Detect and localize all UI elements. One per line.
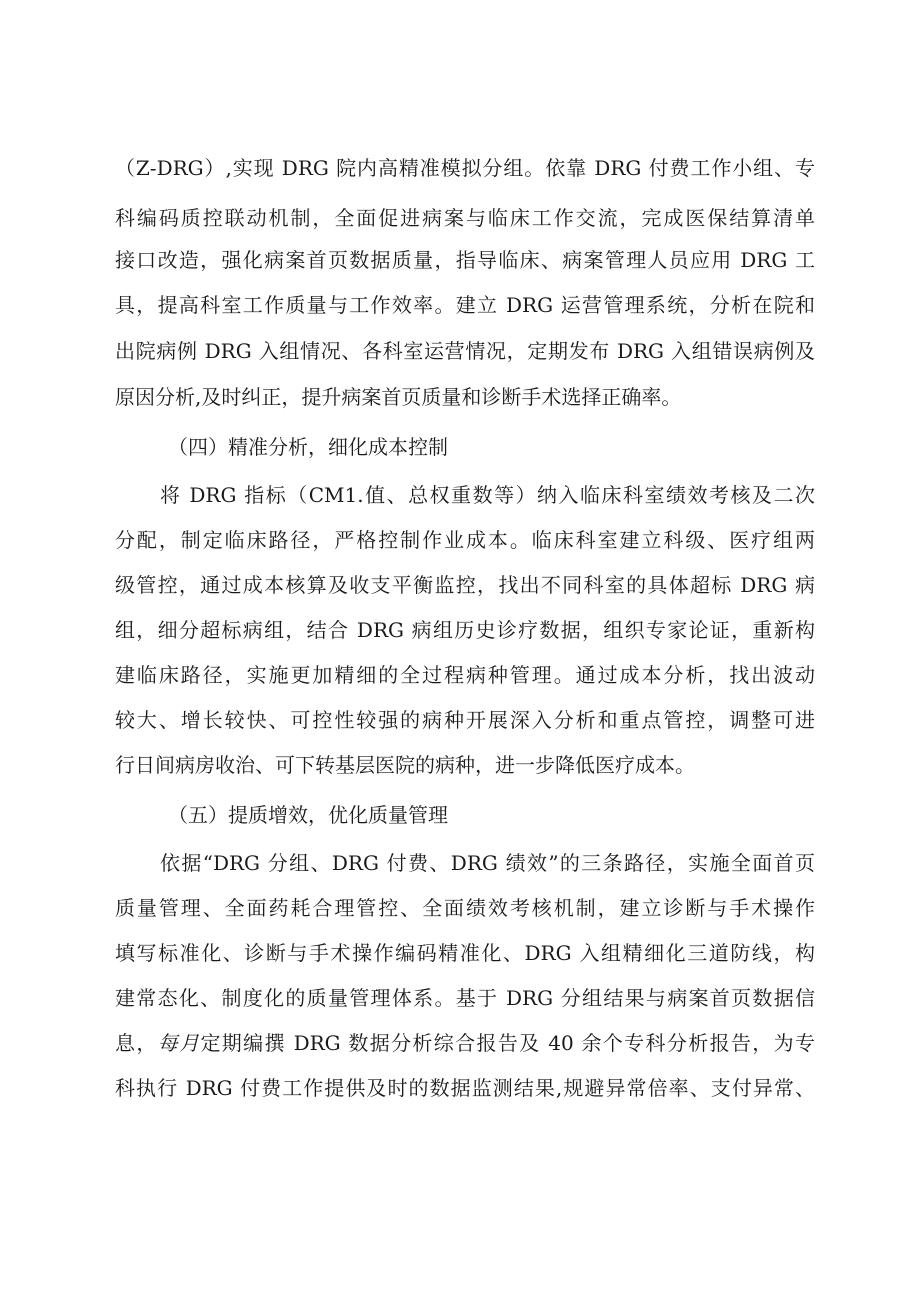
paragraph3-line-4: 建常态化、制度化的质量管理体系。基于 DRG 分组结果与病案首页数据信 (115, 986, 815, 1010)
paragraph3-line-5-prefix: 息， (115, 1031, 158, 1055)
paragraph3-line-5-italic: 每月 (157, 1031, 201, 1055)
paragraph1-line-5: 出院病例 DRG 入组情况、各科室运营情况，定期发布 DRG 入组错误病例及 (115, 339, 815, 363)
section-heading-5: （五）提质增效，优化质量管理 (168, 803, 448, 827)
paragraph3-line-1: 依据“DRG 分组、DRG 付费、DRG 绩效”的三条路径，实施全面首页 (160, 851, 815, 875)
paragraph1-line-1: （Z-DRG）,实现 DRG 院内高精准模拟分组。依靠 DRG 付费工作小组、专 (115, 156, 815, 180)
paragraph1-line-6: 原因分析,及时纠正，提升病案首页质量和诊断手术选择正确率。 (115, 385, 682, 409)
paragraph2-line-1: 将 DRG 指标（CM1.值、总权重数等）纳入临床科室绩效考核及二次 (160, 483, 815, 507)
paragraph3-line-3: 填写标准化、诊断与手术操作编码精准化、DRG 入组精细化三道防线，构 (115, 941, 815, 965)
paragraph2-line-2: 分配，制定临床路径，严格控制作业成本。临床科室建立科级、医疗组两 (115, 528, 815, 552)
paragraph1-line-2: 科编码质控联动机制，全面促进病案与临床工作交流，完成医保结算清单 (115, 206, 815, 230)
paragraph2-line-3: 级管控，通过成本核算及收支平衡监控，找出不同科室的具体超标 DRG 病 (115, 573, 815, 597)
paragraph2-line-6: 较大、增长较快、可控性较强的病种开展深入分析和重点管控，调整可进 (115, 708, 815, 732)
paragraph3-line-6: 科执行 DRG 付费工作提供及时的数据监测结果,规避异常倍率、支付异常、 (115, 1076, 815, 1100)
paragraph1-line-4: 具，提高科室工作质量与工作效率。建立 DRG 运营管理系统，分析在院和 (115, 293, 815, 317)
section-heading-4: （四）精准分析，细化成本控制 (168, 435, 448, 459)
paragraph3-line-2: 质量管理、全面药耗合理管控、全面绩效考核机制，建立诊断与手术操作 (115, 896, 815, 920)
paragraph2-line-5: 建临床路径，实施更加精细的全过程病种管理。通过成本分析，找出波动 (115, 663, 815, 687)
paragraph2-line-7: 行日间病房收治、可下转基层医院的病种，进一步降低医疗成本。 (115, 753, 695, 777)
paragraph2-line-4: 组，细分超标病组，结合 DRG 病组历史诊疗数据，组织专家论证，重新构 (115, 618, 815, 642)
paragraph3-line-5-suffix: 定期编撰 DRG 数据分析综合报告及 40 余个专科分析报告，为专 (200, 1031, 815, 1055)
paragraph1-line-3: 接口改造，强化病案首页数据质量，指导临床、病案管理人员应用 DRG 工 (115, 248, 815, 272)
paragraph3-line-5 (115, 1026, 815, 1060)
